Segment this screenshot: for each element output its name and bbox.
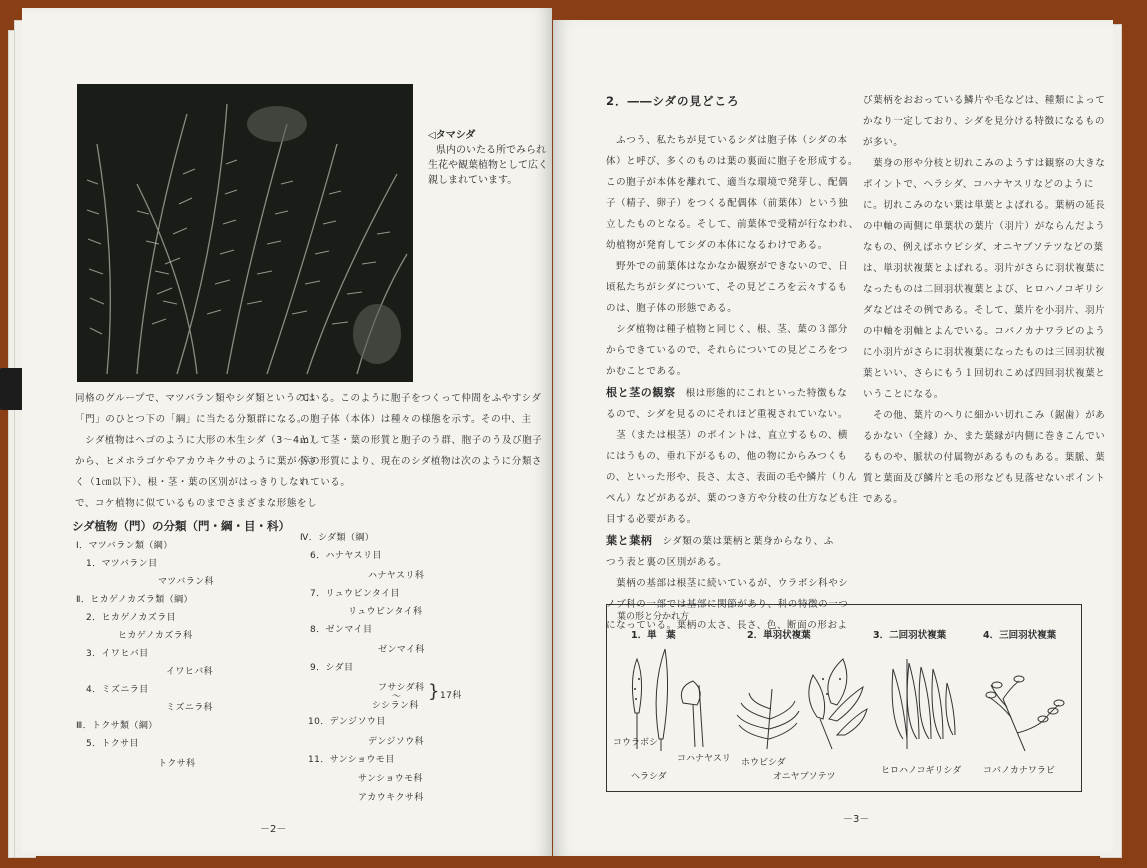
text-line: 立したものとなる。そして、前葉体で受精が行なわれ、 (606, 219, 859, 230)
text-line: その他、葉片のへりに細かい切れこみ（鋸歯）があ (863, 410, 1106, 421)
right-text-column-2 (863, 90, 1106, 510)
class-item: マツバラン科 (158, 577, 214, 587)
species-label: コウラボシ (613, 738, 659, 748)
text-line: ている。このように胞子をつくって仲間をふやすシダ (300, 393, 542, 404)
text-line: 葉身の形や分枝と切れこみのようすは観察の大きな (863, 158, 1106, 169)
text-line: この胞子が本体を離れて、適当な環境で発芽し、配偶 (606, 177, 849, 188)
class-item: イワヒバ科 (166, 667, 214, 677)
text-line: かむことである。 (606, 366, 687, 377)
left-text-column-2 (300, 388, 543, 493)
class-item: Ⅰ．マツバラン類（綱） (76, 541, 173, 551)
page-number: －2－ (260, 824, 287, 835)
text-line: ぺん）などがあるが、葉のつき方や分枝の仕方なども注 (606, 493, 859, 504)
class-item: 5．トクサ目 (86, 739, 139, 749)
text-line: るものや、脈状の付属物があるものもある。葉脈、葉 (863, 452, 1106, 463)
species-label: コバノカナワラビ (983, 766, 1055, 776)
text-line: ノブ科の一部では基部に関節があり、科の特徴の一つ (606, 599, 849, 610)
figure-section-label: 4．三回羽状複葉 (983, 630, 1057, 641)
text-line: である。 (863, 494, 904, 505)
class-item: 9．シダ目 (310, 663, 354, 673)
figure-title: 葉の形と分かれ方 (617, 612, 690, 622)
text-line: るので、シダを見るのにそれほど重視されていない。 (606, 409, 848, 420)
fern-photo (77, 84, 413, 382)
text-line: 「門」のひとつ下の「綱」に当たる分類群になる。 (75, 414, 308, 425)
class-item: Ⅲ．トクサ類（綱） (76, 721, 158, 731)
text-line: になっている。葉柄の太さ、長さ、色、断面の形およ (606, 620, 848, 631)
text-line: からできているので、それらについての見どころをつ (606, 345, 848, 356)
class-item: Ⅳ．シダ類（綱） (300, 533, 375, 543)
leaf-drawings (607, 639, 1081, 757)
text-line: いうことになる。 (863, 389, 944, 400)
leaf-form-figure (606, 604, 1082, 792)
text-line: 同格のグループで、マツバラン類やシダ類というのは (75, 393, 316, 404)
text-line: なったものは二回羽状複葉とよび、ヒロハノコギリシ (863, 284, 1105, 295)
text-line: の、といった形や、長さ、太さ、表面の毛や鱗片（りん (606, 472, 858, 483)
class-item: 7．リュウビンタイ目 (310, 589, 400, 599)
right-text-column-1 (606, 130, 859, 636)
text-line: 幼植物が発育してシダの本体になるわけである。 (606, 240, 828, 251)
class-item: デンジソウ科 (368, 737, 424, 747)
class-item: 8．ゼンマイ目 (310, 625, 373, 635)
text-line: 根は形態的にこれといった特徴もな (675, 388, 848, 399)
class-item: 17科 (440, 691, 462, 701)
species-label: ホウビシダ (741, 758, 786, 768)
caption-title: ◁タマシダ (428, 130, 476, 141)
right-page (553, 20, 1113, 856)
figure-section-label: 2．単羽状複葉 (747, 630, 811, 641)
text-line: 頃私たちがシダについて、その見どころを云々するも (606, 282, 848, 293)
subheading-line (606, 382, 856, 404)
class-item: 1．マツバラン目 (86, 559, 158, 569)
text-line: に。切れこみのない葉は単葉とよばれる。葉柄の延長 (863, 200, 1106, 211)
text-line: 等の形質により、現在のシダ植物は次のように分類さ (300, 456, 543, 467)
class-item: アカウキクサ科 (358, 793, 424, 803)
classification-heading: シダ植物（門）の分類（門・綱・目・科） (72, 519, 291, 533)
text-line: なもの、例えばホウビシダ、オニヤブソテツなどの葉 (863, 242, 1104, 253)
text-line: つう表と裏の区別がある。 (606, 557, 728, 568)
text-line: び葉柄をおおっている鱗片や毛などは、種類によって (863, 95, 1106, 106)
text-line: 目する必要がある。 (606, 514, 697, 525)
text-line: れている。 (300, 477, 351, 488)
class-item: ゼンマイ科 (378, 645, 425, 655)
text-line: が多い。 (863, 137, 904, 148)
text-line: 子（精子、卵子）をつくる配偶体（前葉体）という独 (606, 198, 849, 209)
text-line: く（1㎝以下）、根・茎・葉の区別がはっきりしない (75, 477, 310, 488)
class-item: 2．ヒカゲノカズラ目 (86, 613, 177, 623)
class-item: トクサ科 (158, 759, 196, 769)
class-item: ミズニラ科 (166, 703, 214, 713)
class-item: 〜 (392, 692, 402, 702)
figure-section-label: 3．二回羽状複葉 (873, 630, 947, 641)
page-number: －3－ (843, 814, 870, 825)
species-label: オニヤブソテツ (773, 772, 836, 782)
class-item: 4．ミズニラ目 (86, 685, 149, 695)
text-line: 茎（または根茎）のポイントは、直立するもの、横 (606, 430, 849, 441)
text-line: 体）と呼び、多くのものは葉の裏面に胞子を形成する。 (606, 156, 859, 167)
text-line: として茎・葉の形質と胞子のう群、胞子のう及び胞子 (300, 435, 543, 446)
text-line: シダ植物はヘゴのように大形の木生シダ（3～4ｍ） (75, 435, 320, 446)
section-title: 2．――シダの見どころ (606, 94, 740, 108)
species-label: ヒロハノコギリシダ (881, 766, 962, 776)
text-line: 葉柄の基部は根茎に続いているが、ウラボシ科やシ (606, 578, 849, 589)
text-line: ふつう、私たちが見ているシダは胞子体（シダの本 (606, 135, 848, 146)
text-line: シダ植物は種子植物と同じく、根、茎、葉の３部分 (606, 324, 848, 335)
text-line: の中軸を羽軸とよんでいる。コバノカナワラビのよう (863, 326, 1106, 337)
class-item: 11．サンショウモ目 (308, 755, 395, 765)
text-line: にはうもの、垂れ下がるもの、他の物にからみつくも (606, 451, 848, 462)
species-label: ヘラシダ (631, 772, 667, 782)
text-line: ポイントで、ヘラシダ、コハナヤスリなどのように (863, 179, 1094, 190)
subheading-leaf-stalk: 葉と葉柄 (606, 534, 653, 547)
caption-line: 親しまれています。 (428, 175, 518, 186)
class-item: リュウビンタイ科 (348, 607, 423, 617)
figure-section-label: 1．単 葉 (631, 630, 676, 641)
left-page (22, 8, 552, 856)
photo-caption (428, 128, 548, 188)
left-text-column-1 (75, 388, 320, 514)
class-item: ヒカゲノカズラ科 (118, 631, 193, 641)
text-line: の中軸の両側に単葉状の葉片（羽片）がならんだよう (863, 221, 1106, 232)
subheading-root-stem: 根と茎の観察 (606, 386, 676, 399)
text-line: のは、胞子体の形態である。 (606, 303, 738, 314)
caption-line: 県内のいたる所でみられ (436, 145, 546, 156)
class-item: フサシダ科 (378, 683, 425, 693)
brace-mark: } (428, 681, 440, 702)
text-line: かなり一定しており、シダを見分ける特徴になるもの (863, 116, 1106, 127)
caption-line: 生花や観葉植物として広く (428, 160, 548, 171)
text-line: 葉といい、さらにもう１回切れこめば四回羽状複葉と (863, 368, 1106, 379)
class-item: 6．ハナヤスリ目 (310, 551, 382, 561)
class-item: 10．デンジソウ目 (308, 717, 386, 727)
class-item: Ⅱ．ヒカゲノカズラ類（綱） (76, 595, 193, 605)
text-line: シダ類の葉は葉柄と葉身からなり、ふ (652, 536, 834, 547)
text-line: に小羽片がさらに羽状複葉になったものは三回羽状複 (863, 347, 1106, 358)
class-item: サンショウモ科 (358, 774, 423, 784)
class-item: シシラン科 (372, 701, 419, 711)
text-line: で、コケ植物に似ているものまでさまざまな形態をし (75, 498, 318, 509)
text-line: から、ヒメホラゴケやアカウキクサのように葉が小さ (75, 456, 318, 467)
text-line: の胞子体（本体）は種々の様態を示す。その中、主 (300, 414, 532, 425)
text-line: 野外での前葉体はなかなか観察ができないので、日 (606, 261, 849, 272)
text-line: 質と葉面及び鱗片と毛の形なども見落せないポイント (863, 473, 1106, 484)
class-item: ハナヤスリ科 (368, 571, 425, 581)
text-line: は、単羽状複葉とよばれる。羽片がさらに羽状複葉に (863, 263, 1106, 274)
class-item: 3．イワヒバ目 (86, 649, 149, 659)
subheading-line (606, 530, 856, 552)
text-line: るかない（全縁）か、また葉縁が内側に巻きこんでい (863, 431, 1106, 442)
text-line: ダなどはその例である。そして、葉片を小羽片、羽片 (863, 305, 1106, 316)
species-label: コハナヤスリ (677, 754, 731, 764)
